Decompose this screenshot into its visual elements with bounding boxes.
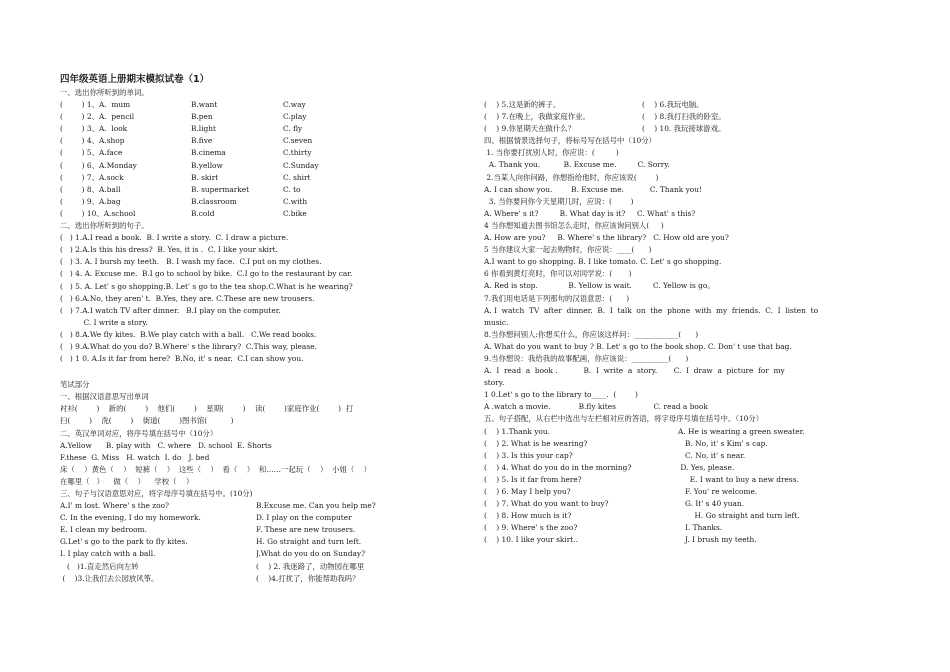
question-line: A. Thank you. B. Excuse me. C. Sorry. (484, 160, 670, 170)
sentence-match-row-cell: ( )4.打扰了，你能帮助我吗？ (256, 573, 360, 583)
word-choice-row (60, 135, 472, 147)
section-heading: 五、句子搭配，从右栏中选出与左栏相对应的答语，将字母序号填在括号中。（10分） (484, 414, 764, 424)
section-heading: 三、句子与汉语意思对应，将字母序号填在括号中。(10分) (60, 489, 253, 498)
sentence-match-row-cell: A.I' m lost. Where' s the zoo? (60, 501, 169, 511)
section-heading: 二、英汉单词对应，将序号填在括号中（10分） (60, 428, 218, 438)
word-choice-row-cell: ( ) 1、A. mum (60, 100, 131, 110)
section-heading: 四、根据情景选择句子，将标号写在括号中（10分） (484, 136, 657, 146)
dialogue-match-row (484, 522, 894, 534)
word-choice-row-cell: ( ) 10、A.school (60, 208, 136, 218)
question-line: A. I read a book . B. I write a story. C. I draw a picture for my (484, 366, 785, 376)
sentence-choice-line: ( ) 6.A.No, they aren' t. B.Yes, they are. C.These are new trousers. (60, 293, 315, 303)
sentence-match-row-cell: ( )1.直走然后向左转 (60, 561, 139, 571)
word-choice-row-cell: C. to (283, 184, 301, 194)
sentence-match-row (60, 548, 472, 560)
sentence-match-row (484, 111, 894, 123)
word-choice-row-cell: B.cold (191, 208, 215, 218)
question-line: 1 0.Let' s go to the library to____. ( ) (484, 390, 638, 400)
dialogue-match-row-cell: ( ) 2. What is he wearing? (484, 438, 588, 448)
dialogue-match-row-cell: I. Thanks. (678, 523, 723, 533)
sentence-match-row-cell: ( ) 6.我玩电脑。 (642, 100, 704, 109)
word-option-line: A.Yellow B. play with C. where D. school E. Shorts (60, 440, 272, 450)
word-choice-row-cell: ( ) 3、A. look (60, 124, 128, 134)
word-choice-row-cell: C.seven (283, 136, 313, 146)
sentence-match-row-cell: E. I clean my bedroom. (60, 525, 147, 535)
word-option-line: F.these G. Miss H. watch I. do J. bed (60, 452, 210, 462)
word-writing-line: 扫( ) 洗( ) 街道( )图书馆( ) (60, 416, 234, 426)
dialogue-match-row-cell: F. You' re welcome. (678, 487, 758, 496)
word-choice-row-cell: C.with (283, 196, 308, 206)
sentence-match-row (484, 99, 894, 111)
word-choice-row-cell: B.pen (191, 112, 213, 122)
sentence-match-row-cell: ( ) 10. 我玩接球游戏。 (642, 124, 726, 134)
dialogue-match-row-cell: ( ) 10. I like your skirt.. (484, 535, 578, 545)
sentence-choice-line: ( ) 1 0. A.Is it far from here? B.No, it' s near. C.I can show you. (60, 354, 304, 364)
question-line: A. What do you want to buy ? B. Let' s go to the book shop. C. Don' t use that bag. (484, 341, 792, 351)
sentence-match-row-cell: ( ) 9.你星期天在做什么？ (484, 124, 576, 134)
word-blank-line: 床（ ）黄色（ ） 短裤（ ） 这些（ ） 看（ ） 和……一起玩（ ） 小姐（ ） (60, 464, 371, 474)
sentence-match-list-continued (484, 99, 894, 135)
word-choice-row-cell: B.five (191, 136, 213, 146)
sentence-match-row-cell: ( ) 5.这是新的裤子。 (484, 100, 561, 109)
sentence-choice-line: ( ) 3. A. I bursh my teeth. B. I wash my face. C.I put on my clothes. (60, 257, 322, 267)
question-line: 1. 当你要打扰别人时，你应说：( ) (484, 148, 619, 158)
sentence-match-row-cell: H. Go straight and turn left. (256, 537, 362, 547)
word-choice-list (60, 99, 472, 220)
sentence-choice-line: ( ) 1.A.I read a book. B. I write a story. C. I draw a picture. (60, 233, 289, 243)
word-choice-row-cell: C.play (283, 112, 307, 122)
sentence-match-row-cell: B.Excuse me. Can you help me? (256, 501, 376, 511)
word-choice-row-cell: B.light (191, 124, 216, 134)
word-choice-row-cell: B. skirt (191, 172, 219, 182)
dialogue-match-row-cell: C. No, it' s near. (678, 450, 746, 460)
sentence-match-row (60, 573, 472, 585)
word-choice-row-cell: B.cinema (191, 148, 226, 158)
question-line: 3. 当你要问你今天星期几时，应说：( ) (484, 196, 634, 206)
sentence-choice-line: ( ) 8.A.We fly kites. B.We play catch with a ball. C.We read books. (60, 329, 317, 339)
dialogue-match-row (484, 438, 894, 450)
dialogue-match-row (484, 510, 894, 522)
situation-question-list (484, 147, 894, 304)
dialogue-match-row-cell: H. Go straight and turn left. (678, 511, 800, 521)
section-heading: 一、根据汉语意思写出单词 (60, 392, 149, 402)
word-choice-row-cell: C.bike (283, 208, 307, 218)
question-line: 2.当某人向你问路，你想指给他时，你应该说( ) (484, 172, 659, 182)
sentence-choice-list (60, 232, 472, 365)
sentence-match-row-cell: ( )3.让我们去公园放风筝。 (60, 573, 159, 583)
sentence-match-row (60, 524, 472, 536)
sentence-choice-line: C. I write a story. (60, 317, 148, 327)
sentence-match-row-cell: I. I play catch with a ball. (60, 549, 156, 559)
sentence-match-row (484, 123, 894, 135)
word-choice-row (60, 172, 472, 184)
sentence-match-row-cell: D. I play on the computer (256, 513, 352, 523)
word-choice-row (60, 208, 472, 220)
word-writing-list (60, 403, 472, 427)
word-writing-line: 衬衫( ) 新的( ) 他们( ) 星期( ) 读( )家庭作业( ) 打 (60, 404, 354, 414)
chinese-words-list (60, 464, 472, 488)
question-line: story. (484, 378, 505, 388)
dialogue-match-row-cell: ( ) 3. Is this your cap? (484, 450, 573, 460)
dialogue-match-row-cell: G. It' s 40 yuan. (678, 499, 745, 509)
question-line: 9.当你想说：我给我的故事配画，你应该说：__________( ) (484, 353, 689, 363)
dialogue-match-row-cell: B. No, it' s Kim' s cap. (678, 438, 768, 448)
dialogue-match-row (484, 486, 894, 498)
sentence-choice-line: ( ) 9.A.What do you do? B.Where' s the library? C.This way, please. (60, 341, 317, 351)
dialogue-match-row-cell: ( ) 8. How much is it? (484, 511, 572, 521)
question-line: 5 当你建议大家一起去购物时，你应说：____( ) (484, 245, 652, 255)
page-title: 四年级英语上册期末模拟试卷（1） (60, 74, 210, 85)
word-blank-line: 在哪里（ ） 做（ ） 学校（ ） (60, 476, 194, 486)
question-line: A. I can show you. B. Excuse me. C. Thank you! (484, 184, 702, 194)
dialogue-match-row (484, 426, 894, 438)
right-column (484, 99, 894, 546)
question-line: A. How are you? B. Where' s the library? C. How old are you? (484, 233, 729, 243)
word-choice-row-cell: ( ) 4、A.shop (60, 136, 125, 146)
question-line: A .watch a movie. B.fly kites C. read a book (484, 402, 708, 412)
word-choice-row (60, 123, 472, 135)
word-choice-row-cell: C. shirt (283, 172, 311, 182)
written-section-heading: 笔试部分 (60, 380, 90, 390)
situation-question-list (484, 329, 894, 365)
sentence-match-row-cell: ( ) 2. 我迷路了，动物园在哪里 (256, 561, 365, 571)
dialogue-match-row-cell: ( ) 7. What do you want to buy? (484, 499, 609, 509)
dialogue-match-row-cell: ( ) 9. Where' s the zoo? (484, 523, 578, 533)
english-words-list (60, 440, 472, 464)
word-choice-row (60, 184, 472, 196)
sentence-match-row-cell: F. These are new trousers. (256, 525, 356, 535)
sentence-match-list (60, 500, 472, 585)
dialogue-match-row-cell: ( ) 5. Is it far from here? (484, 474, 582, 484)
word-choice-row-cell: B.yellow (191, 160, 223, 170)
sentence-match-row-cell: J.What do you do on Sunday? (256, 549, 366, 559)
word-choice-row-cell: B. supermarket (191, 184, 250, 194)
word-choice-row-cell: C.way (283, 100, 306, 110)
dialogue-match-row (484, 462, 894, 474)
left-column (60, 74, 472, 585)
dialogue-match-row-cell: ( ) 1.Thank you. (484, 426, 550, 436)
sentence-match-row-cell: C. In the evening, I do my homework. (60, 513, 201, 523)
dialogue-match-row-cell: A. He is wearing a green sweater. (678, 426, 805, 436)
question-line: A. I watch TV after dinner. B. I talk on the phone with my friends. C. I listen to (484, 305, 819, 315)
dialogue-match-row-cell: ( ) 6. May I help you? (484, 487, 571, 496)
dialogue-match-row (484, 534, 894, 546)
word-choice-row-cell: B.want (191, 100, 218, 110)
section-heading: 二、选出你所听到的句子。 (60, 221, 149, 231)
question-line: 6 你看到黄灯亮时，你可以对同学说：( ) (484, 269, 632, 279)
word-choice-row-cell: ( ) 5、A.face (60, 148, 123, 158)
dialogue-match-row (484, 450, 894, 462)
sentence-match-row-cell: ( ) 7.在晚上，我做家庭作业。 (484, 112, 590, 122)
sentence-choice-line: ( ) 7.A.I watch TV after dinner. B.I play on the computer. (60, 305, 281, 315)
word-choice-row-cell: C.thirty (283, 148, 312, 158)
word-choice-row-cell: C. fly (283, 124, 303, 134)
word-choice-row-cell: B.classroom (191, 196, 237, 206)
word-choice-row (60, 147, 472, 159)
sentence-match-row (60, 500, 472, 512)
dialogue-match-row-cell: J. I brush my teeth. (678, 535, 757, 545)
dialogue-match-row (484, 474, 894, 486)
word-choice-row-cell: ( ) 9、A.bag (60, 196, 121, 206)
sentence-choice-line: ( ) 4. A. Excuse me. B.I go to school by bike. C.I go to the restaurant by car. (60, 269, 353, 279)
sentence-match-row-cell: ( ) 8.我打扫我的卧室。 (642, 112, 726, 122)
sentence-match-row-cell: G.Let' s go to the park to fly kites. (60, 537, 188, 547)
sentence-match-row (60, 561, 472, 573)
question-line: A. Red is stop. B. Yellow is wait. C. Yellow is go。 (484, 281, 715, 291)
question-line: 4 当你想知道去图书馆怎么走时，你应该询问别人( ) (484, 220, 664, 230)
dialogue-match-row-cell: ( ) 4. What do you do in the morning? (484, 462, 632, 472)
question-line: A.I want to go shopping. B. I like tomato. C. Let' s go shopping. (484, 257, 722, 267)
sentence-choice-line: ( ) 5. A. Let' s go shopping.B. Let' s go to the tea shop.C.What is he wearing? (60, 281, 353, 291)
word-choice-row (60, 196, 472, 208)
word-choice-row (60, 99, 472, 111)
sentence-match-row (60, 536, 472, 548)
word-choice-row-cell: ( ) 2、A. pencil (60, 112, 135, 122)
situation-question-list (484, 389, 894, 413)
question-line: music. (484, 317, 509, 327)
dialogue-match-row-cell: D. Yes, please. (678, 462, 735, 472)
word-choice-row-cell: ( ) 6、A.Monday (60, 160, 137, 170)
sentence-match-row (60, 512, 472, 524)
word-choice-row-cell: C.Sunday (283, 160, 319, 170)
word-choice-row-cell: ( ) 7、A.sock (60, 172, 124, 182)
word-choice-row-cell: ( ) 8、A.ball (60, 184, 121, 194)
question-line: 7.我们用电话是下列那句的汉语意思：( ) (484, 293, 630, 303)
question-line: A. Where' s it? B. What day is it? C. What' s this? (484, 208, 696, 218)
sentence-choice-line: ( ) 2.A.Is this his dress? B. Yes, it is . C. I like your skirt. (60, 245, 278, 255)
dialogue-match-list (484, 426, 894, 547)
dialogue-match-row (484, 498, 894, 510)
section-heading: 一、选出你所听到的单词。 (60, 88, 149, 97)
question-line: 8.当你想问别人:你想买什么，你应该这样问：____________( ) (484, 329, 699, 339)
word-choice-row (60, 160, 472, 172)
word-choice-row (60, 111, 472, 123)
dialogue-match-row-cell: E. I want to buy a new dress. (678, 474, 799, 484)
